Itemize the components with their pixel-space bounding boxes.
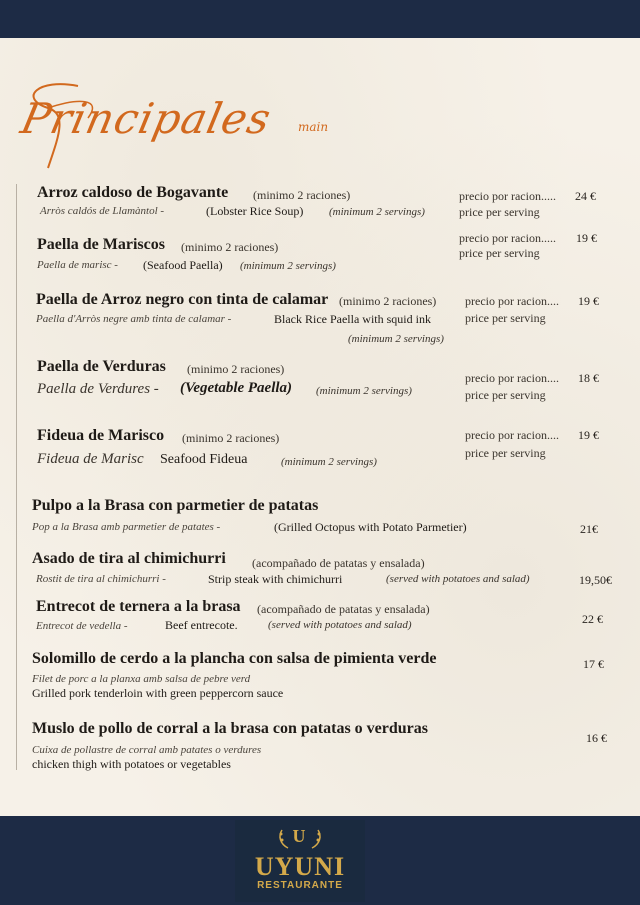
dish-servings: (minimum 2 servings): [316, 385, 412, 397]
dish-name: Paella de Verduras: [37, 358, 166, 375]
price-label: precio por racion.....: [459, 231, 556, 245]
left-rule: [16, 184, 17, 770]
dish-name: Asado de tira al chimichurri: [32, 550, 226, 567]
dish-price: 19 €: [576, 231, 597, 245]
top-bar: [0, 0, 640, 38]
page-title: Principales: [16, 94, 276, 143]
dish-note: (minimo 2 raciones): [187, 362, 285, 376]
dish-catalan: Cuixa de pollastre de corral amb patates o verdures: [32, 744, 262, 756]
dish-note: (minimo 2 raciones): [181, 240, 279, 254]
page-subtitle: main: [298, 120, 329, 134]
dish-name: Muslo de pollo de corral a la brasa con patatas o verduras: [32, 720, 428, 737]
dish-servings: (minimum 2 servings): [281, 456, 377, 468]
dish-catalan: Pop a la Brasa amb parmetier de patates -: [32, 521, 221, 533]
price-label-en: price per serving: [459, 205, 540, 219]
dish-english: (Seafood Paella): [143, 258, 223, 272]
dish-english: (Vegetable Paella): [180, 380, 293, 396]
dish-english: Beef entrecote.: [165, 618, 238, 632]
dish-english: chicken thigh with potatoes or vegetables: [32, 757, 231, 771]
price-label: precio por racion.....: [459, 189, 556, 203]
dish-name: Paella de Arroz negro con tinta de calamar: [36, 291, 329, 308]
price-label: precio por racion....: [465, 294, 559, 308]
dish-catalan: Entrecot de vedella -: [36, 620, 128, 632]
dish-name: Entrecot de ternera a la brasa: [36, 598, 241, 615]
dish-price: 22 €: [582, 612, 603, 626]
dish-servings: (served with potatoes and salad): [268, 619, 412, 631]
dish-catalan: Paella de marisc -: [37, 259, 118, 271]
dish-catalan: Arròs caldós de Llamàntol -: [40, 205, 165, 217]
dish-note: (minimo 2 raciones): [339, 294, 437, 308]
dish-name: Paella de Mariscos: [37, 236, 165, 253]
dish-english: Seafood Fideua: [160, 452, 248, 467]
dish-catalan: Fideua de Marisc: [37, 451, 144, 467]
dish-price: 16 €: [586, 731, 607, 745]
dish-price: 17 €: [583, 657, 604, 671]
dish-price: 19 €: [578, 428, 599, 442]
dish-price: 24 €: [575, 189, 596, 203]
dish-name: Arroz caldoso de Bogavante: [37, 184, 229, 201]
dish-note: (acompañado de patatas y ensalada): [252, 556, 425, 570]
dish-price: 19 €: [578, 294, 599, 308]
dish-catalan: Paella d'Arròs negre amb tinta de calamar -: [36, 313, 232, 325]
dish-name: Pulpo a la Brasa con parmetier de patatas: [32, 497, 319, 514]
logo-subtitle: RESTAURANTE: [257, 880, 343, 891]
dish-english: Grilled pork tenderloin with green peppercorn sauce: [32, 686, 284, 700]
dish-price: 19,50€: [579, 573, 612, 587]
dish-servings: (minimum 2 servings): [329, 206, 425, 218]
dish-servings: (minimum 2 servings): [240, 260, 336, 272]
dish-english: (Grilled Octopus with Potato Parmetier): [274, 520, 467, 534]
price-label: precio por racion....: [465, 428, 559, 442]
dish-english: (Lobster Rice Soup): [206, 204, 304, 218]
dish-price: 18 €: [578, 371, 599, 385]
dish-catalan: Rostit de tira al chimichurri -: [36, 573, 166, 585]
dish-price: 21€: [580, 522, 598, 536]
logo-name: UYUNI: [254, 852, 346, 881]
dish-catalan: Paella de Verdures -: [37, 381, 159, 397]
dish-name: Fideua de Marisco: [37, 427, 165, 444]
price-label-en: price per serving: [465, 446, 546, 460]
dish-note: (minimo 2 raciones): [253, 188, 351, 202]
price-label-en: price per serving: [465, 388, 546, 402]
dish-servings: (minimum 2 servings): [348, 333, 444, 345]
price-label-en: price per serving: [459, 246, 540, 260]
dish-english: Strip steak with chimichurri: [208, 572, 343, 586]
dish-note: (acompañado de patatas y ensalada): [257, 602, 430, 616]
dish-note: (minimo 2 raciones): [182, 431, 280, 445]
logo-mark: U: [292, 826, 306, 846]
price-label-en: price per serving: [465, 311, 546, 325]
dish-catalan: Filet de porc a la planxa amb salsa de pebre verd: [32, 673, 251, 685]
price-label: precio por racion....: [465, 371, 559, 385]
dish-servings: (served with potatoes and salad): [386, 573, 530, 585]
dish-name: Solomillo de cerdo a la plancha con salsa de pimienta verde: [32, 650, 437, 667]
dish-english: Black Rice Paella with squid ink: [274, 312, 431, 326]
